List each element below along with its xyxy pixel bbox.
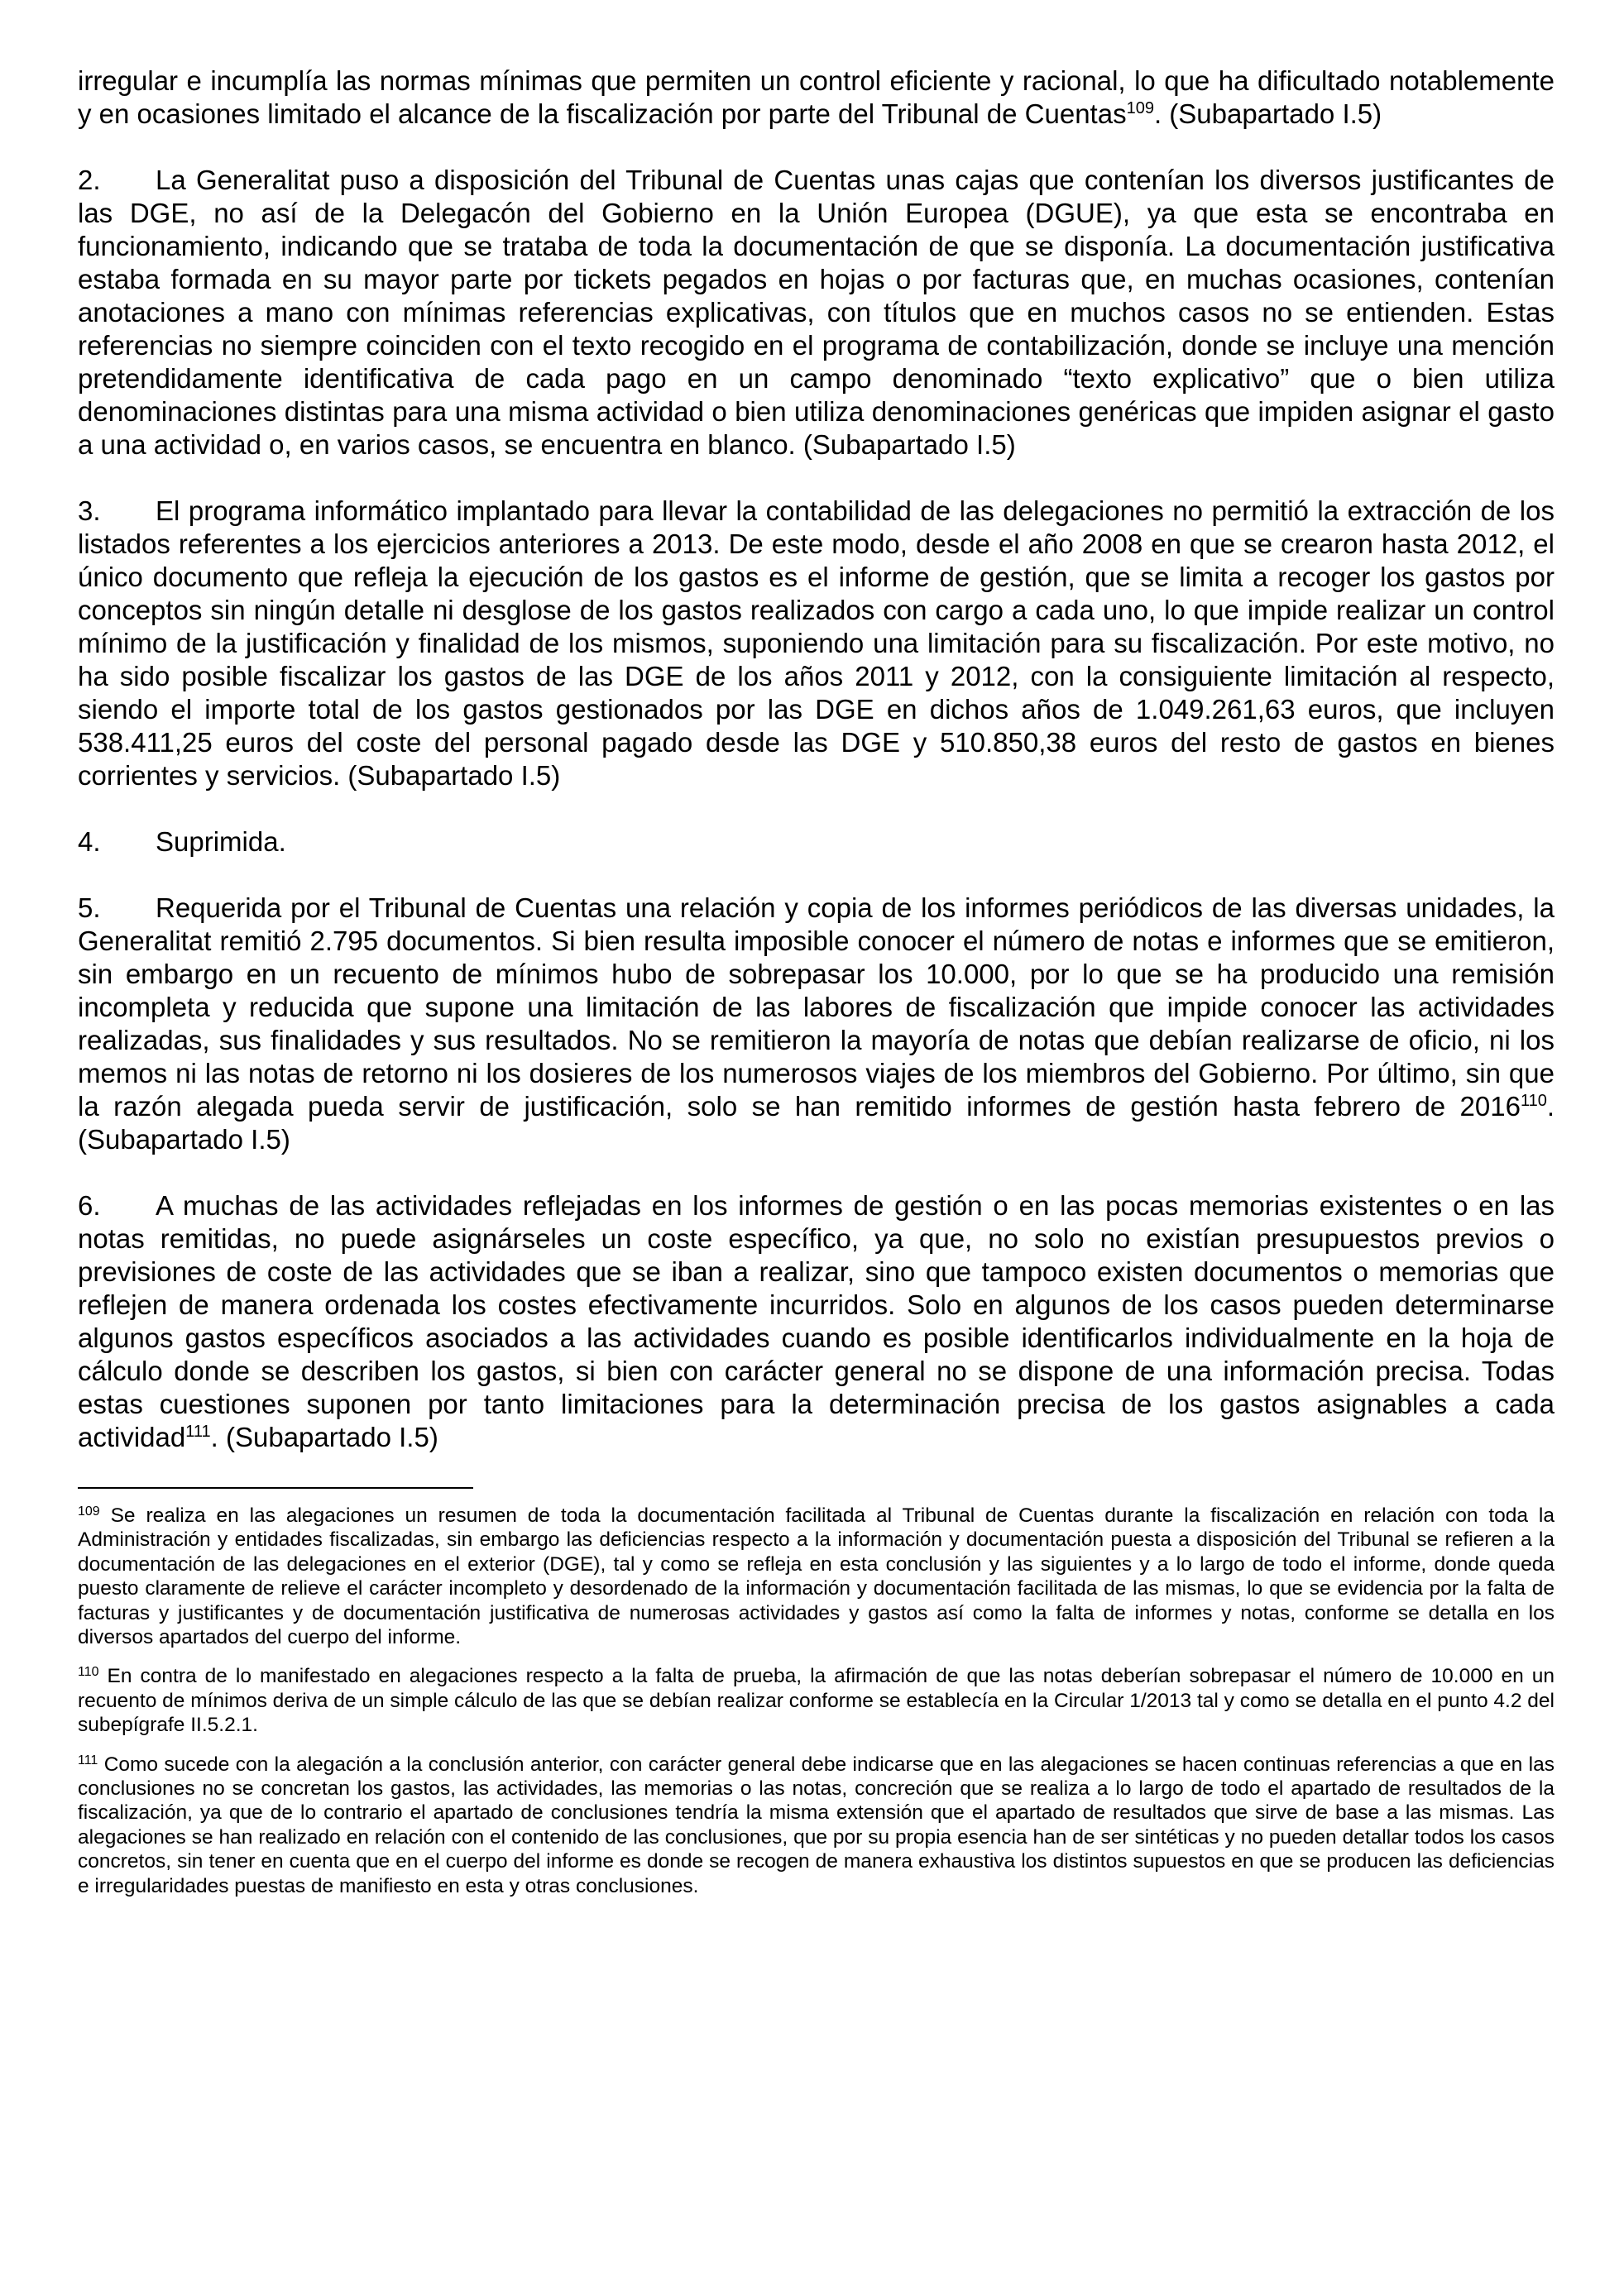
- footnote-text: Se realiza en las alegaciones un resumen de toda la documentación facilitada al Tribunal de Cuentas durante la fiscalización en relación con toda la Administración y entidades fiscalizadas, sin embargo las deficiencias respecto a la información y documentación puesta a disposición del Tribunal se refieren a la documentación de las delegaciones en el exterior (DGE), tal y como se refleja en esta conclusión y las siguientes y a lo largo de todo el informe, donde queda puesto claramente de relieve el carácter incompleto y desordenado de la información y documentación facilitada de las mismas, lo que se evidencia por la falta de facturas y justificantes y de documentación justificativa de numerosas actividades y gastos así como la falta de informes y notas, conforme se detalla en los diversos apartados del cuerpo del informe.: [78, 1504, 1555, 1649]
- paragraph-number: 4.: [78, 826, 101, 857]
- paragraph-text: La Generalitat puso a disposición del Tribunal de Cuentas unas cajas que contenían los diversos justificantes de las DGE, no así de la Delegacón del Gobierno en la Unión Europea (DGUE), ya que esta se encontraba en funcionamiento, indicando que se trataba de toda la documentación de que se disponía. La documentación justificativa estaba formada en su mayor parte por tickets pegados en hojas o por facturas que, en muchas ocasiones, contenían anotaciones a mano con mínimas referencias explicativas, con títulos que en muchos casos no se entienden. Estas referencias no siempre coinciden con el texto recogido en el programa de contabilización, donde se incluye una mención pretendidamente identificativa de cada pago en un campo denominado “texto explicativo” que o bien utiliza denominaciones distintas para una misma actividad o bien utiliza denominaciones genéricas que impiden asignar el gasto a una actividad o, en varios casos, se encuentra en blanco. (Subapartado I.5): [78, 165, 1555, 460]
- footnote-ref-111[interactable]: 111: [185, 1423, 211, 1441]
- paragraph-text: irregular e incumplía las normas mínimas que permiten un control eficiente y racional, lo que ha dificultado notablemente y en ocasiones limitado el alcance de la fiscalización por parte del Tribunal de Cuentas: [78, 65, 1555, 129]
- footnote-number: 109: [78, 1504, 100, 1519]
- paragraph-3: [78, 495, 1555, 792]
- paragraph-text: Requerida por el Tribunal de Cuentas una relación y copia de los informes periódicos de las diversas unidades, la Generalitat remitió 2.795 documentos. Si bien resulta imposible conocer el número de notas e informes que se emitieron, sin embargo en un recuento de mínimos hubo de sobrepasar los 10.000, por lo que se ha producido una remisión incompleta y reducida que supone una limitación de las labores de fiscalización que impide conocer las actividades realizadas, sus finalidades y sus resultados. No se remitieron la mayoría de notas que debían realizarse de oficio, ni los memos ni las notas de retorno ni los dosieres de los numerosos viajes de los miembros del Gobierno. Por último, sin que la razón alegada pueda servir de justificación, solo se han remitido informes de gestión hasta febrero de 2016: [78, 892, 1555, 1122]
- paragraph-tail: . (Subapartado I.5): [78, 1091, 1555, 1155]
- footnote-number: 111: [78, 1753, 98, 1767]
- paragraph-4: [78, 825, 1555, 859]
- paragraph-number: 2.: [78, 165, 101, 195]
- paragraph-number: 6.: [78, 1190, 101, 1221]
- paragraph-2: [78, 164, 1555, 462]
- footnote-ref-109[interactable]: 109: [1126, 99, 1154, 117]
- paragraph-text: Suprimida.: [156, 826, 286, 857]
- paragraph-1-continuation: [78, 65, 1555, 131]
- paragraph-text: El programa informático implantado para llevar la contabilidad de las delegaciones no permitió la extracción de los listados referentes a los ejercicios anteriores a 2013. De este modo, desde el año 2008 en que se crearon hasta 2012, el único documento que refleja la ejecución de los gastos es el informe de gestión, que se limita a recoger los gastos por conceptos sin ningún detalle ni desglose de los gastos realizados con cargo a cada uno, lo que impide realizar un control mínimo de la justificación y finalidad de los mismos, suponiendo una limitación para su fiscalización. Por este motivo, no ha sido posible fiscalizar los gastos de las DGE de los años 2011 y 2012, con la consiguiente limitación al respecto, siendo el importe total de los gastos gestionados por las DGE en dichos años de 1.049.261,63 euros, que incluyen 538.411,25 euros del coste del personal pagado desde las DGE y 510.850,38 euros del resto de gastos en bienes corrientes y servicios. (Subapartado I.5): [78, 495, 1555, 791]
- paragraph-tail: . (Subapartado I.5): [210, 1422, 438, 1452]
- footnote-109: [78, 1504, 1555, 1649]
- paragraph-5: [78, 892, 1555, 1156]
- footnote-number: 110: [78, 1665, 99, 1680]
- paragraph-number: 5.: [78, 892, 101, 923]
- footnote-ref-110[interactable]: 110: [1520, 1092, 1547, 1110]
- footnote-111: [78, 1753, 1555, 1898]
- footnote-text: Como sucede con la alegación a la conclusión anterior, con carácter general debe indicarse que en las alegaciones se hacen continuas referencias a que en las conclusiones no se concretan los gastos, las actividades, las memorias o las notas, concreción que se realiza a lo largo de todo el apartado de resultados de la fiscalización, ya que de lo contrario el apartado de conclusiones tendría la misma extensión que el apartado de resultados que sirve de base a las mismas. Las alegaciones se han realizado en relación con el contenido de las conclusiones, que por su propia esencia han de ser sintéticas y no pueden detallar todos los casos concretos, sin tener en cuenta que en el cuerpo del informe es donde se recogen de manera exhaustiva los distintos supuestos en que se producen las deficiencias e irregularidades puestas de manifiesto en esta y otras conclusiones.: [78, 1753, 1555, 1897]
- document-page: [78, 65, 1555, 1913]
- paragraph-text: A muchas de las actividades reflejadas en los informes de gestión o en las pocas memorias existentes o en las notas remitidas, no puede asignárseles un coste específico, ya que, no solo no existían presupuestos previos o previsiones de coste de las actividades que se iban a realizar, sino que tampoco existen documentos o memorias que reflejen de manera ordenada los costes efectivamente incurridos. Solo en algunos de los casos pueden determinarse algunos gastos específicos asociados a las actividades cuando es posible identificarlos individualmente en la hoja de cálculo donde se describen los gastos, si bien con carácter general no se dispone de una información precisa. Todas estas cuestiones suponen por tanto limitaciones para la determinación precisa de los gastos asignables a cada actividad: [78, 1190, 1555, 1452]
- footnote-text: En contra de lo manifestado en alegaciones respecto a la falta de prueba, la afirmación de que las notas deberían sobrepasar el número de 10.000 en un recuento de mínimos deriva de un simple cálculo de las que se debían realizar conforme se establecía en la Circular 1/2013 tal y como se detalla en el punto 4.2 del subepígrafe II.5.2.1.: [78, 1665, 1555, 1737]
- footnote-110: [78, 1664, 1555, 1737]
- paragraph-number: 3.: [78, 495, 101, 526]
- paragraph-tail: . (Subapartado I.5): [1153, 98, 1382, 129]
- footnote-separator: [78, 1487, 473, 1489]
- paragraph-6: [78, 1189, 1555, 1454]
